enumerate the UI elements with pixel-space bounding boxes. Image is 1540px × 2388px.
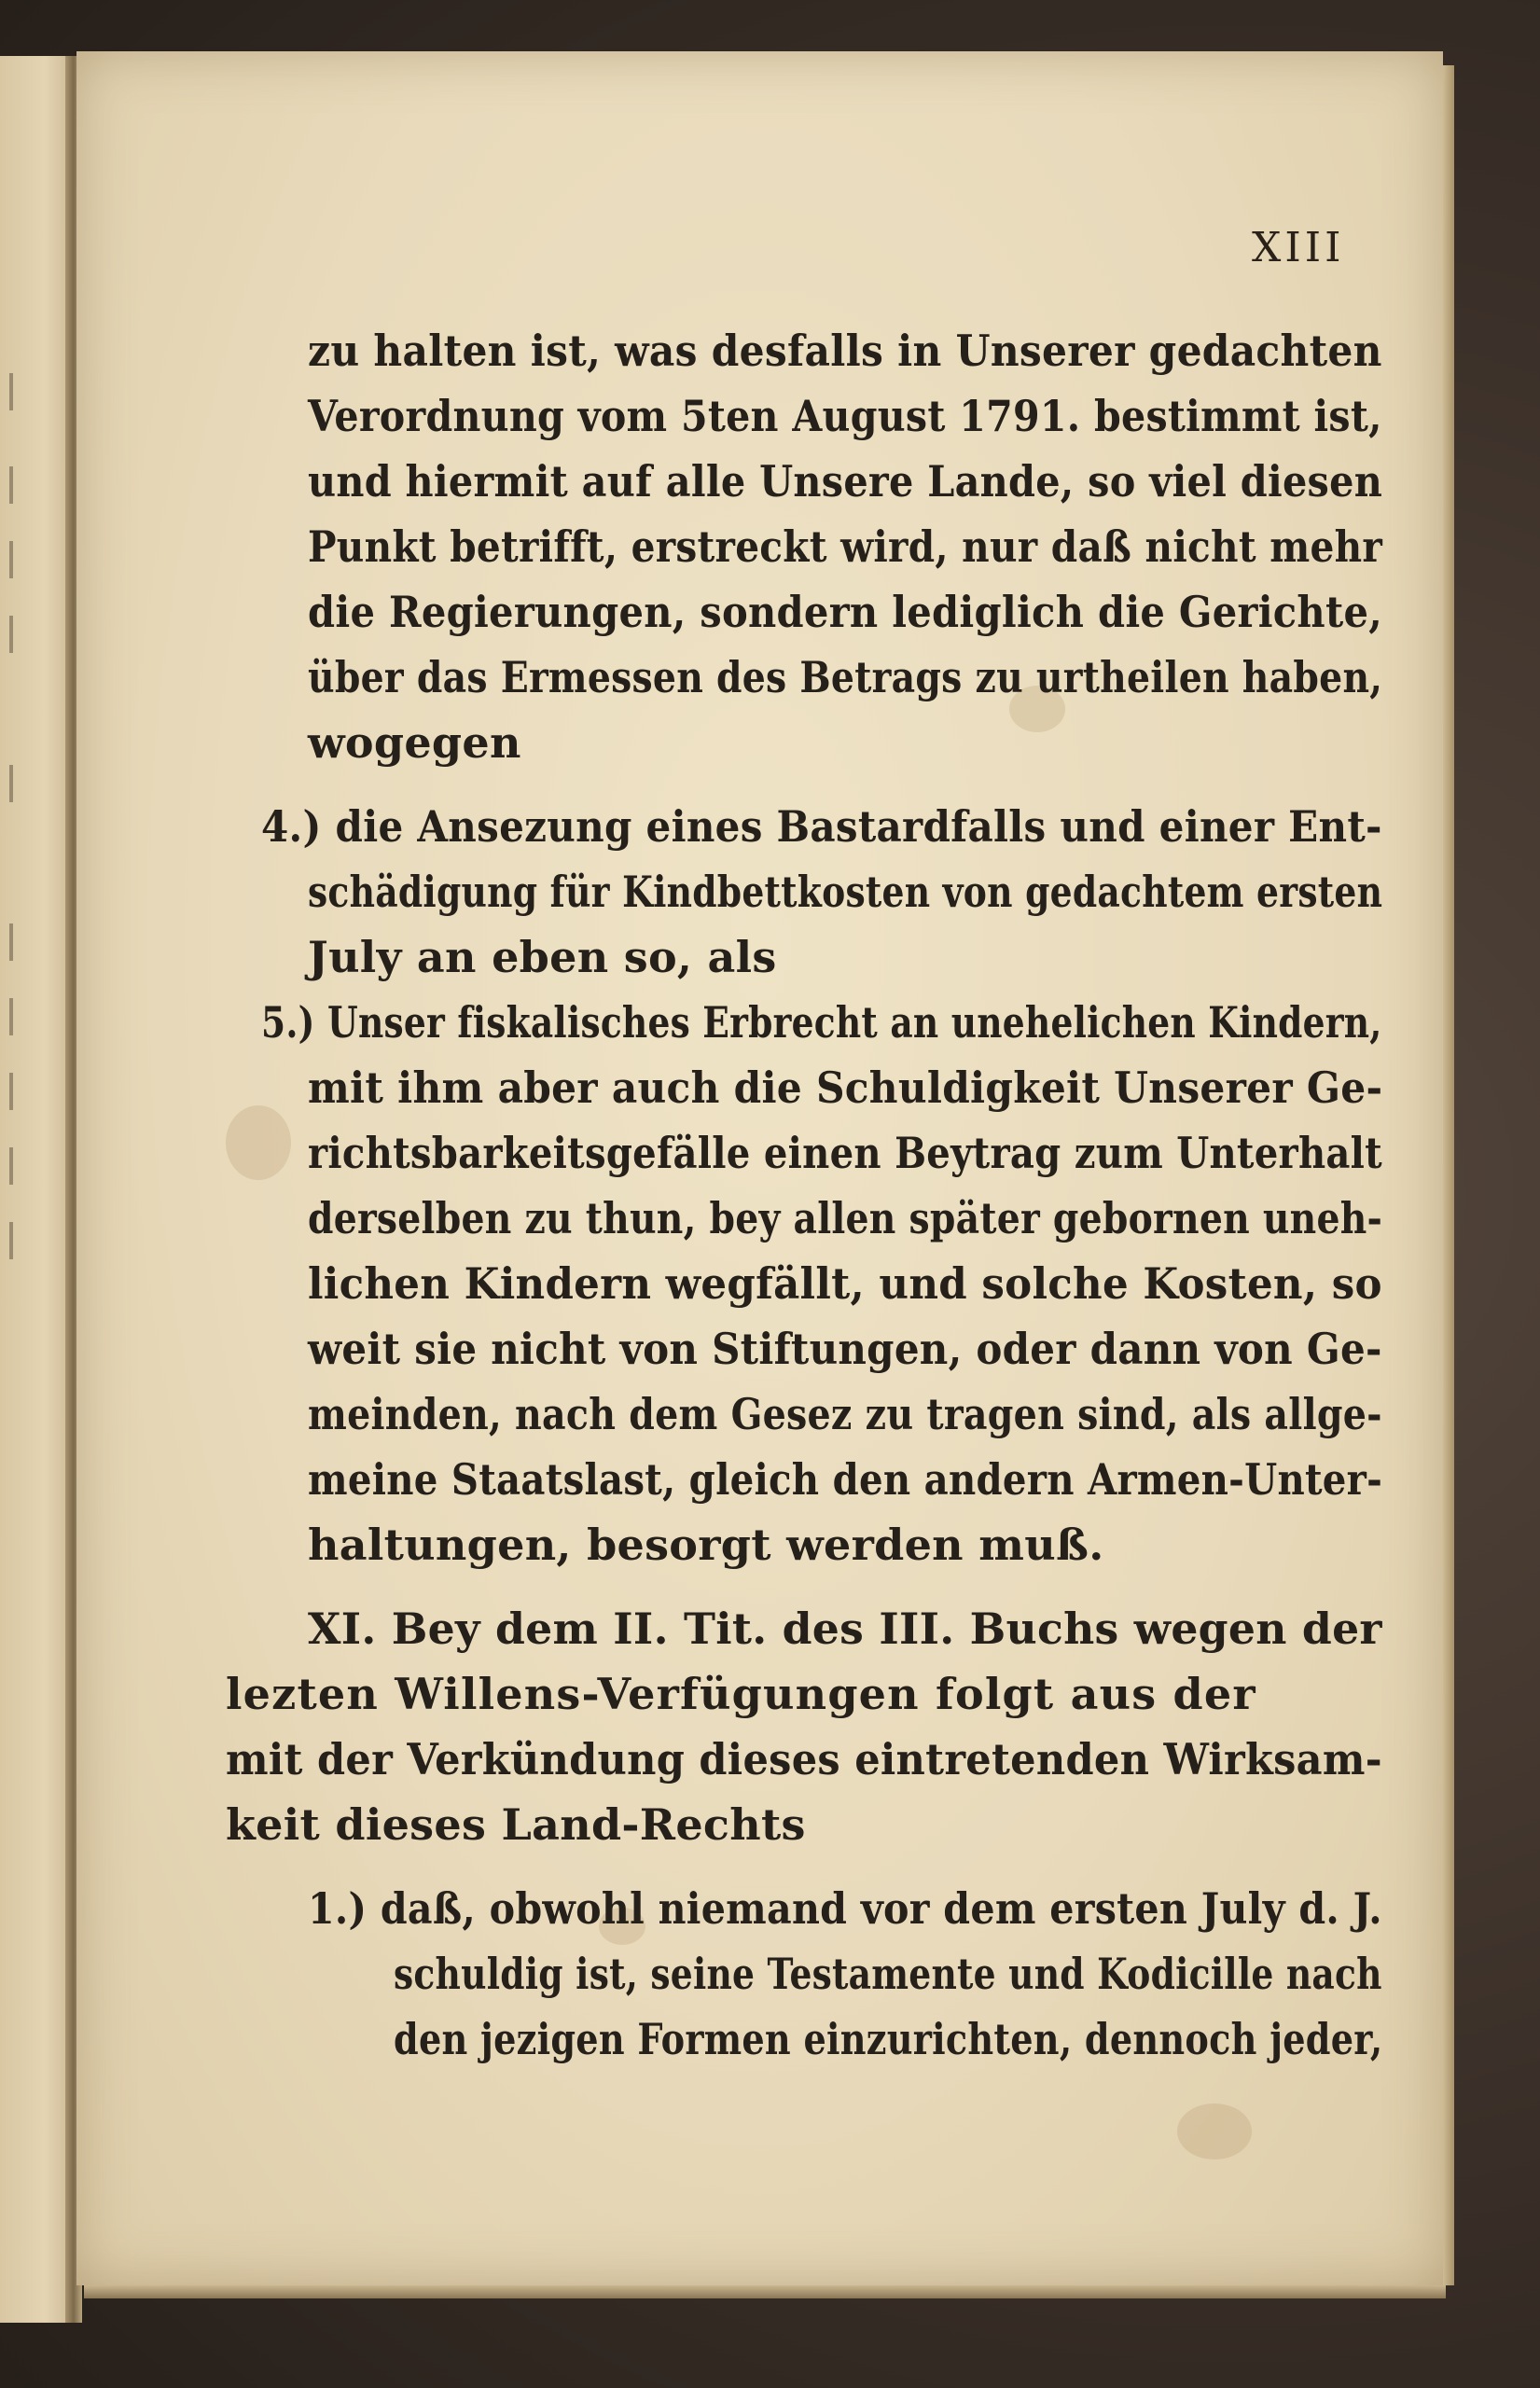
text-fragment (9, 998, 13, 1035)
text-line: July an eben so, als (308, 932, 777, 982)
page-edges-bottom (84, 2285, 1446, 2298)
text-line: lezten Willens-Verfügungen folgt aus der (226, 1669, 1256, 1719)
text-fragment (9, 373, 13, 410)
body-text (76, 51, 1443, 2285)
text-line: zu halten ist, was desfalls in Unserer gedachten (308, 326, 1382, 376)
text-line: den jezigen Formen einzurichten, dennoch jeder, (394, 2014, 1383, 2064)
text-line: weit sie nicht von Stiftungen, oder dann von Ge- (308, 1324, 1382, 1374)
text-line: Verordnung vom 5ten August 1791. bestimmt ist, (308, 391, 1382, 441)
text-line: 5.) Unser fiskalisches Erbrecht an unehelichen Kindern, (261, 997, 1382, 1048)
text-fragment (9, 1222, 13, 1259)
text-fragment (9, 616, 13, 653)
text-line: über das Ermessen des Betrags zu urtheilen haben, (308, 652, 1383, 702)
text-line: mit ihm aber auch die Schuldigkeit Unserer Ge- (308, 1062, 1383, 1113)
text-line: schädigung für Kindbettkosten von gedachtem ersten (308, 867, 1383, 917)
text-line: die Regierungen, sondern lediglich die Gerichte, (308, 587, 1382, 637)
book-page (76, 51, 1443, 2285)
text-line: meine Staatslast, gleich den andern Armen-Unter- (308, 1454, 1383, 1505)
text-line: haltungen, besorgt werden muß. (308, 1520, 1104, 1570)
text-fragment (9, 466, 13, 504)
text-fragment (9, 1073, 13, 1110)
text-line: 1.) daß, obwohl niemand vor dem ersten July d. J. (308, 1883, 1382, 1934)
text-fragment (9, 923, 13, 961)
text-fragment (9, 541, 13, 578)
text-line: lichen Kindern wegfällt, und solche Kosten, so (308, 1258, 1382, 1309)
text-line: richtsbarkeitsgefälle einen Beytrag zum Unterhalt (308, 1128, 1382, 1178)
left-facing-page (0, 56, 75, 2323)
text-line: und hiermit auf alle Unsere Lande, so viel diesen (308, 456, 1383, 507)
text-line: derselben zu thun, bey allen später gebornen uneh- (308, 1193, 1383, 1243)
text-line: keit dieses Land-Rechts (226, 1799, 806, 1850)
text-line: wogegen (308, 717, 521, 768)
text-line: meinden, nach dem Gesez zu tragen sind, als allge- (308, 1389, 1382, 1439)
text-line: Punkt betrifft, erstreckt wird, nur daß nicht mehr (308, 521, 1383, 572)
text-fragment (9, 1147, 13, 1185)
page-edges-right (1443, 65, 1454, 2285)
text-fragment (9, 765, 13, 802)
text-line: schuldig ist, seine Testamente und Kodicille nach (394, 1949, 1382, 1999)
text-line: XI. Bey dem II. Tit. des III. Buchs wegen der (308, 1604, 1382, 1654)
text-line: mit der Verkündung dieses eintretenden Wirksam- (226, 1734, 1382, 1784)
text-line: 4.) die Ansezung eines Bastardfalls und einer Ent- (261, 801, 1382, 852)
page-number: XIII (1252, 224, 1345, 271)
